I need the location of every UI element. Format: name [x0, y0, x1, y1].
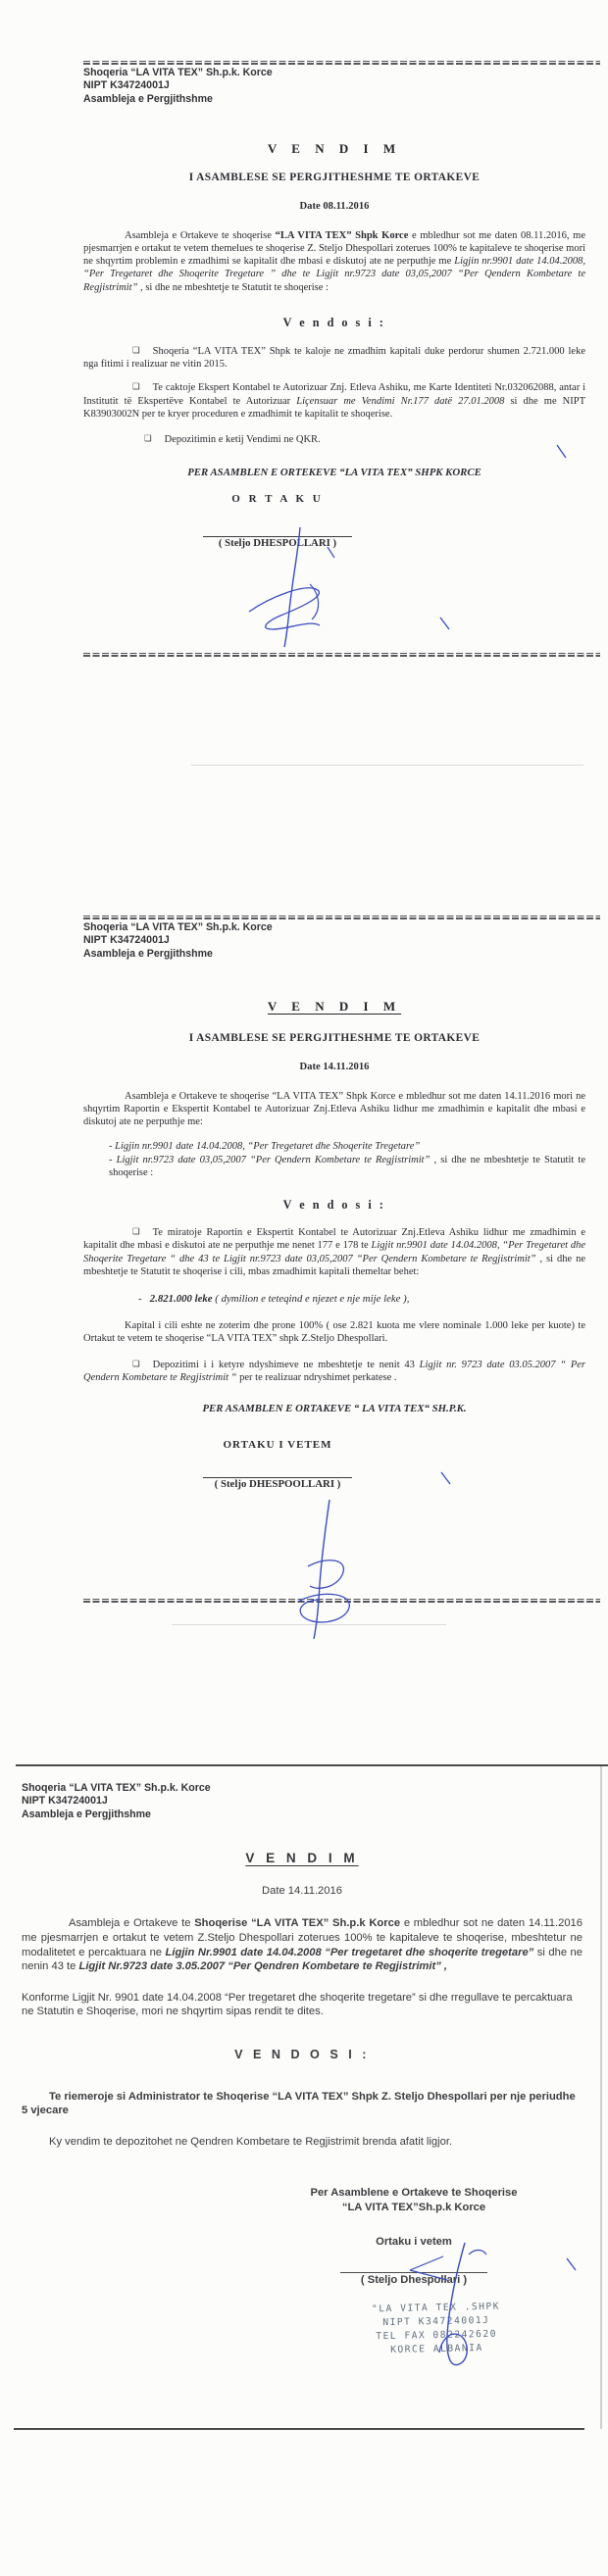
- closing-line: PER ASAMBLEN E ORTEKEVE “LA VITA TEX” SHPK KORCE: [187, 467, 481, 479]
- company-name: Shoqeria “LA VITA TEX” Sh.p.k. Korce: [83, 67, 273, 78]
- item-text: Te caktoje Ekspert Kontabel te Autorizuar Znj. Etleva Ashiku, me Karte Identiteti Nr.032062088, antar i Institutit të Ekspertëve Kontabel te Autorizuar: [83, 382, 585, 407]
- intro-segment: si dhe ne nenin 43 te: [22, 1946, 583, 1973]
- vendosi-heading: V e n d o s i :: [282, 315, 386, 329]
- decision-item: [83, 381, 585, 421]
- decision-date: Date 14.11.2016: [299, 1061, 370, 1072]
- page-border-line: [14, 2428, 584, 2430]
- square-bullet-icon: ❑: [132, 381, 140, 392]
- amount-value: 2.821.000 leke: [149, 1293, 213, 1306]
- square-bullet-icon: ❑: [132, 1226, 140, 1237]
- intro-segment: Asambleja e Ortakeve te shoqerise: [125, 229, 276, 241]
- handwritten-signature: [404, 2241, 514, 2380]
- scan-edge-shadow: [600, 1766, 602, 2429]
- stamp-line: TEL FAX 082242620: [376, 2328, 498, 2343]
- intro-segment: e mbledhur sot me daten 08.11.2016, me pjesmarrjen e ortakut te vetem themelues te shoqerise Z. Steljo Dhespollari zoterues 100% te kapitaleve te shoqerise mori ne shqyrtim problemin e zmadhimi se kapitalit dhe mbasi e diskutoj ate ne perputhje me: [83, 229, 585, 268]
- signer-name: ( Steljo DHESPOOLLARI ): [214, 1478, 341, 1491]
- page-separator: [83, 61, 600, 65]
- company-name: Shoqeria “LA VITA TEX” Sh.p.k. Korce: [83, 921, 273, 933]
- scan-artifact-line: [191, 765, 583, 766]
- decision-title: V E N D I M: [245, 1851, 359, 1866]
- law-tail: , si dhe ne mbeshtetje te Statutit te shoqerise :: [109, 1154, 586, 1178]
- signer-name: ( Steljo Dhespollari ): [360, 2274, 468, 2287]
- square-bullet-icon: ❑: [144, 433, 152, 444]
- signer-role: Ortaku i vetem: [376, 2235, 452, 2248]
- item-text: Depozitimin e ketij Vendimi ne QKR.: [164, 434, 321, 446]
- decision-page-2: [83, 921, 585, 1492]
- page-separator: [83, 653, 600, 657]
- intro-segment-bold-italic: Ligjit Nr.9723 date 3.05.2007 “Per Qendren Kombetare te Regjistrimit” ,: [78, 1960, 448, 1973]
- signer-role: O R T A K U: [231, 493, 324, 506]
- item-text: per te realizuar ndryshimet perkatese .: [236, 1371, 397, 1383]
- closing-line: PER ASAMBLEN E ORTAKEVE “ LA VITA TEX“ SH.P.K.: [202, 1403, 467, 1415]
- pen-mark: [565, 2256, 579, 2274]
- signer-role: ORTAKU I VETEM: [223, 1439, 332, 1452]
- stamp-line: NIPT K34724001J: [382, 2314, 490, 2329]
- closing-line: “LA VITA TEX”Sh.p.k Korce: [341, 2201, 486, 2213]
- company-nipt: NIPT K34724001J: [83, 79, 170, 92]
- capital-paragraph: Kapital i cili eshte ne zoterim dhe prone 100% ( ose 2.821 kuota me vlere nominale 1.000 leke per kuote) te Ortakut te vetem te shoqerise “LA VITA TEX” shpk Z.Steljo Dhespollari.: [83, 1320, 585, 1345]
- law-italic: - Ligjit nr.9723 date 03,05,2007 “Per Qendern Kombetare te Regjistrimit”: [109, 1154, 431, 1165]
- intro-segment-bold: “LA VITA TEX” Shpk Korce: [275, 229, 409, 241]
- decision-title: V E N D I M: [267, 141, 402, 157]
- intro-segment: , si dhe ne mbeshtetje te Statutit te shoqerise :: [137, 281, 329, 293]
- company-nipt: NIPT K34724001J: [83, 934, 170, 947]
- closing-line: Per Asamblene e Ortakeve te Shoqerise: [310, 2187, 518, 2200]
- dash: -: [138, 1293, 142, 1306]
- item-text-italic: Ligjit nr. 9723 date 03.05.2007 “ Per Qendern Kombetare te Regjistrimit “: [83, 1359, 585, 1383]
- decision-item: [83, 1359, 585, 1384]
- intro-paragraph: Asambleja e Ortakeve te shoqerise “LA VITA TEX” Shpk Korce e mbledhur sot me daten 14.11.2016 mori ne shqyrtim Raportin e Ekspertit Kontabel te Autorizuar Znj.Etleva Ashiku lidhur me zmadhimin e kapitalit dhe mbasi e diskutoj ate ne perputhje me:: [83, 1090, 585, 1128]
- intro-segment-bold-italic: Ligjin Nr.9901 date 14.04.2008 “Per tregetaret dhe shoqerite tregetare”: [165, 1946, 534, 1958]
- decision-page-1: [83, 67, 585, 550]
- capital-amount: [138, 1293, 585, 1306]
- decision-date: Date 14.11.2016: [262, 1884, 342, 1897]
- handwritten-signature: [228, 525, 357, 649]
- page-border-line: [16, 1764, 608, 1766]
- signer-name: ( Steljo DHESPOLLARI ): [218, 536, 337, 549]
- company-name: Shoqeria “LA VITA TEX” Sh.p.k. Korce: [22, 1782, 211, 1794]
- pen-mark: [439, 1470, 453, 1488]
- square-bullet-icon: ❑: [132, 345, 140, 356]
- decision-subtitle: I ASAMBLESE SE PERGJITHESHME TE ORTAKEVE: [188, 1032, 481, 1045]
- item-text: si dhe me NIPT K83903002N per te kryer proceduren e zmadhimit te kapitalit te shoqerise.: [83, 395, 586, 420]
- company-header: [83, 921, 585, 961]
- intro-segment-italic: Ligjin nr.9901 date 14.04.2008, “Per Tregetaret dhe Shoqerite Tregetare ” dhe te Ligjit nr.9723 date 03,05,2007 “Per Qendern Kombetare te Regjistrimit”: [83, 256, 586, 293]
- page-separator: [83, 916, 600, 919]
- company-header: [83, 67, 585, 106]
- law-reference: - Ligjin nr.9901 date 14.04.2008, “Per Tregetaret dhe Shoqerite Tregetare”: [109, 1141, 421, 1153]
- deposit-statement: Ky vendim te depozitohet ne Qendren Kombetare te Regjistrimit brenda afatit ligjor.: [49, 2135, 453, 2148]
- item-text: , si dhe ne mbeshtetje te Statutit te shoqerise i cili, mbas zmadhimit kapitali themeltar behet:: [83, 1253, 585, 1277]
- konforme-paragraph: Konforme Ligjit Nr. 9901 date 14.04.2008 “Per tregetaret dhe shoqerite tregetare” si dhe rregullave te percaktuara ne Statutin e Shoqerise, mori ne shqyrtim sipas rendit te dites.: [22, 1991, 573, 2018]
- assembly-line: Asambleja e Pergjithshme: [83, 947, 213, 960]
- square-bullet-icon: ❑: [132, 1358, 140, 1368]
- company-nipt: NIPT K34724001J: [22, 1795, 108, 1808]
- decision-date: Date 08.11.2016: [299, 200, 370, 212]
- item-text-italic: Liçensuar me Vendimi Nr.177 datë 27.01.2008: [296, 395, 505, 407]
- decision-subtitle: I ASAMBLESE SE PERGJITHESHME TE ORTAKEVE: [188, 172, 481, 184]
- intro-segment: Asambleja e Ortakeve te: [69, 1917, 195, 1930]
- stamp-line: KORCE ALBANIA: [390, 2343, 483, 2355]
- handwritten-signature: [277, 1498, 371, 1641]
- company-header: [22, 1782, 583, 1821]
- item-text-italic: Ligjit nr.9901 date 14.04.2008, “Per Tregetaret dhe Shoqerite Tregetare “ dhe 43 te Ligjit nr.9723 date 03,05,2007 “Per Qendern Kombetare te Regjistrimit”: [83, 1240, 585, 1264]
- intro-segment: e mbledhur sot ne daten 14.11.2016 me pjesmarrjen e ortakut te vetem Z.Steljo Dhespollari zoterues 100% te kapitaleve te shoqerise, mbeshtetur ne modalitetet e percaktuara ne: [22, 1917, 583, 1958]
- law-reference: [109, 1154, 585, 1179]
- signature-block: [130, 1439, 425, 1491]
- amount-words: ( dymilion e teteqind e njezet e nje mije leke ),: [212, 1293, 410, 1306]
- vendosi-heading: V E N D O S I :: [234, 2047, 370, 2061]
- assembly-line: Asambleja e Pergjithshme: [83, 92, 213, 105]
- decision-title: V E N D I M: [267, 999, 402, 1015]
- decision-statement: Te riemeroje si Administrator te Shoqerise “LA VITA TEX” Shpk Z. Steljo Dhespollari per nje periudhe 5 vjecare: [22, 2090, 576, 2117]
- stamp-line: "LA VITA TEX .SHPK: [371, 2301, 501, 2315]
- vendosi-heading: V e n d o s i :: [282, 1198, 386, 1213]
- decision-page-3: [22, 1782, 583, 2288]
- decision-item: [83, 433, 585, 446]
- assembly-line: Asambleja e Pergjithshme: [22, 1808, 151, 1820]
- item-text: Te miratoje Raportin e Ekspertit Kontabel te Autorizuar Znj.Etleva Ashiku lidhur me zmadhimin e kapitalit dhe mbasi e diskutoi ate ne perputhje me nenet 177 e 178 te: [83, 1227, 585, 1252]
- pen-mark: [438, 616, 452, 633]
- item-text: Depozitimi i i ketyre ndyshimeve ne mbeshtetje te nenit 43: [152, 1359, 420, 1370]
- intro-paragraph: [22, 1916, 583, 1973]
- decision-item: [83, 345, 585, 371]
- pen-mark: [555, 443, 569, 461]
- decision-item: [83, 1226, 585, 1278]
- intro-segment-bold: Shoqerise “LA VITA TEX” Sh.p.k Korce: [194, 1917, 401, 1930]
- intro-paragraph: [83, 229, 585, 294]
- item-text: Shoqeria “LA VITA TEX” Shpk te kaloje ne zmadhim kapitali duke perdorur shumen 2.721.000 leke nga fitimi i realizuar ne vitin 2015.: [83, 346, 585, 371]
